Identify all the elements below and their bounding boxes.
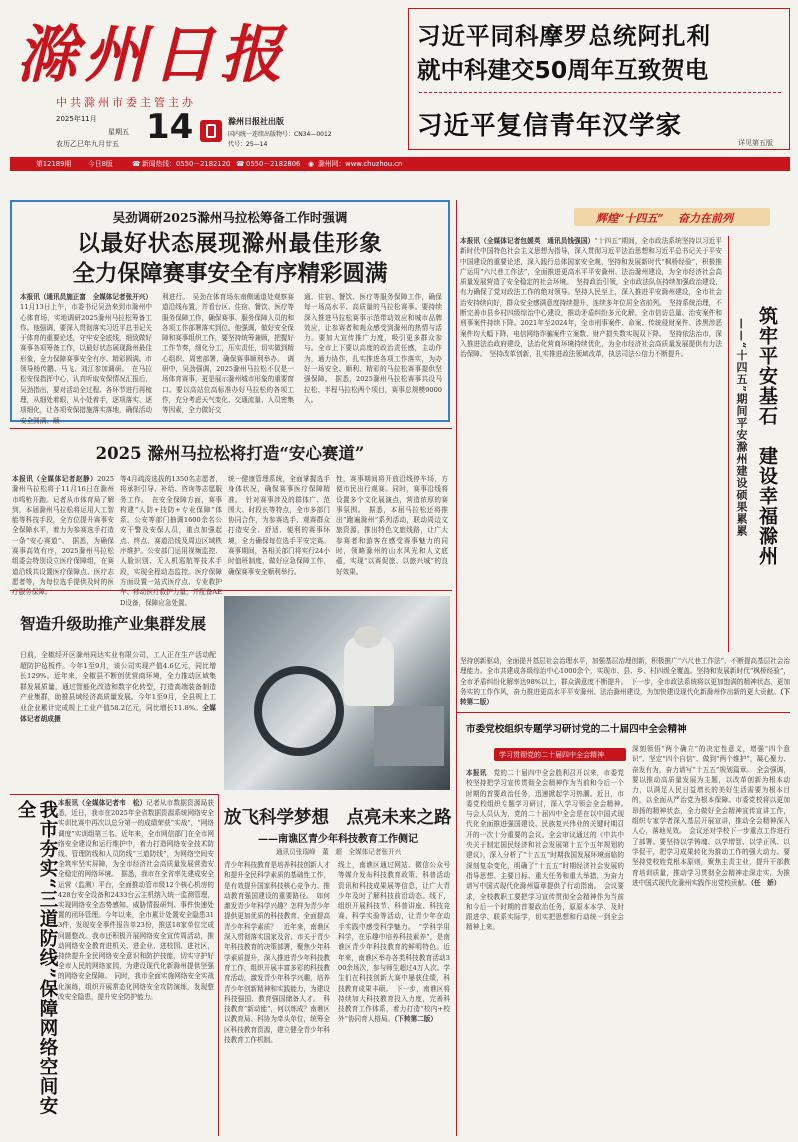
safe-chuzhou-body1	[460, 236, 722, 652]
masthead-subtitle: 中共滁州市委主管主办	[56, 96, 196, 109]
security-byline: 本报讯（全媒体记者韦 松）	[58, 799, 147, 807]
rule	[218, 794, 219, 1136]
safe-chuzhou-vsubtitle: ——“十四五”期间平安滁州建设硕果累累	[735, 318, 748, 537]
industry-headline: 智造升级助推产业集群发展	[20, 614, 207, 633]
lead-story-box	[10, 200, 450, 425]
date-day: 14	[146, 107, 194, 147]
masthead-title: 滁州日报	[16, 18, 289, 91]
headline-azali-line1: 习近平同科摩罗总统阿扎利	[417, 22, 711, 50]
phone-icon: ☎	[236, 160, 245, 168]
publisher-logo-icon	[200, 120, 222, 142]
security-text-2: 今年以来，全市累计处置安全隐患313件，发现安全事件报告单23份，推送18家单位完成问题整改。我市还积极开展网络安全宣传周活动，推动网络安全教育进机关、进企业、进校园、进社区，持续提升全民网络安全意识和防护技能，切实守护好全市人民的网络家园，为建设现代化新滁州提供坚强的网络安全保障。 同时，我市全面实施网络安全实战化演练，组织开展常态化网络安全攻防演练，发现整改安全隐患，提升安全防护能力。	[58, 911, 215, 1001]
rule	[456, 712, 790, 713]
brand-text-2: 奋力在前列	[678, 212, 733, 225]
headline-sinologists: 习近平复信青年汉学家	[417, 111, 683, 141]
lead-body-col2: 利进行。 吴劲在体育场东南侧通道处观察赛道沿线布置，并看台区、住宿、餐饮、医疗等服务保障工作，确保赛事、服务保障人员的和各项工作部署落实到位。他强调，做好安全保障和赛事组织工作，要坚持统筹兼顾，把握好工作节奏，细化分工，压实责任，切实做到精心组织、周密部署，确保赛事顺利举办。 调研中，吴劲强调，2025滁州马拉松不仅是一场体育赛事，更是展示滁州城市形象的重要窗口。要以高站位高标准办好马拉松的各项工作，充分考虑天气变化、交通流量、人员密集等因素，全力做好交	[162, 293, 294, 415]
industry-body	[20, 650, 216, 750]
science-col1: 青少年科技教育是培养科技创新人才和提升全民科学素质的基础性工作，是有效提升国家科技核心竞争力、推动教育强国建设的重要路径。 如何激发青少年科学兴趣？怎样为青少年提供更加优质的科技教育、全面提高青少年科学素质？ 近年来，南谯区深入贯彻落实国家及省、市关于青少年科技教育的决策部署，聚焦少年科学素质提升，深入推进青少年科技教育工作，组织开展丰富多彩的科技教育活动，激发青少年科学兴趣，培养青少年创新精神和实践能力，为建设科技强国、教育强国储备人才。 科技教育“新动能”，何以炼成？南谯区以教育局、科协为牵头单位，统筹全区科技教育资源，建立健全青少年科技教育工作机制。	[224, 861, 330, 1045]
safe-chuzhou-text-2: 坚持创新驱动，全面提升基层社会治理水平，加强基层治理创新，积极推广“六尺巷工作法”，不断提高基层社会治理能力。全市共建成各级综治中心1000余个，实现市、县、乡、村四级全覆盖。坚持和发展新时代“枫桥经验”，全市矛盾纠纷化解率达98%以上，群众满意度不断提升。 下一步，全市政法系统将以更加饱满的精神状态、更加务实的工作作风，奋力推进更高水平平安滁州、法治滁州建设，为加快建设现代化新滁州作出新的更大贡献。	[460, 657, 790, 696]
news-hotline: 新闻热线：0550－2182120	[142, 160, 231, 168]
publisher-info	[228, 116, 408, 148]
rule	[456, 200, 457, 1136]
science-continue[interactable]: （下转第二版）	[394, 1015, 437, 1024]
safe-track-col1	[12, 474, 114, 597]
security-vtitle-3: 保障网络空间安全	[15, 800, 58, 1116]
lead-body-col3: 通、住宿、餐饮、医疗等服务保障工作，确保每一场高水平、高质量的马拉松赛事。要持续深入推进马拉松赛事示范带动效应和城市品牌效应，让参赛者和观众感受到滁州的热情与活力。要加大宣传推广力度，吸引更多群众参与。全市上下要以高度的政治责任感，主动作为，通力协作，扎实推进各项工作落实，为办好一场安全、顺利、精彩的马拉松赛事提供坚强保障。 据悉，2025滁州马拉松赛事共设马拉松、半程马拉松两个项目，赛事总规模9000人。	[304, 293, 442, 404]
date-year: 2025年11月	[56, 115, 97, 123]
top-right-box	[408, 8, 790, 150]
science-text-2: 线上，南谯区通过网站、微信公众号等媒介发布科技教育政策、科普活动资讯和科技成果展等信息，让广大青少年及时了解科技前沿动态。线下，组织开展科技节、科普讲座、科技竞赛、科学实验等活动，让青少年在动手实践中感受科学魅力。 “学科学用科学，在乐趣中培养科技素养”，是南谯区青少年科技教育的鲜明特色。近年来，南谯区举办各类科技教育活动300余场次，参与师生超过4万人次。学生们在科技创新大赛中屡获佳绩，科技教育成果丰硕。 下一步，南谯区将持续加大科技教育投入力度，完善科技教育工作体系，着力打造“校内+校外”协同育人格局。	[338, 861, 450, 1024]
date-weekday: 星期五	[108, 128, 129, 136]
phone-icon: ☎	[132, 160, 141, 168]
cn-code: 国内统一连续出版物号：CN34—0012	[228, 131, 332, 138]
security-text: 记者从市数据资源局获悉，近日，我市在2025年全省数据资源系统网络安全实训比赛中再次以总分第一的成绩荣获“实战”，“网络调度”实训组第三名。近年来，全市网信部门在全市网络安全建设和运行维护中，着力打造网络安全技术防线、管理防线和人员防线“三道防线”，为网络空间安全筑牢坚实屏障，为全市经济社会高质量发展营造安全稳定的网络环境。 据悉，我市在全省率先建成安全运营（监测）平台，全面推动管市级12个核心机房的428台安全设备和2433台云主机纳入统一监测管理，实现网络安全态势感知、威胁情报研判、事件快速处置的闭环管理。	[58, 799, 215, 920]
party-school-text: 党的二十届四中全会胜利召开以来，市委党校坚持把学习宣传贯彻全会精神作为当前和今后一个时期的首要政治任务，迅速掀起学习热潮。近日，市委党校组织专题学习研讨，深入学习领会全会精神。 与会人员认为，党的二十届四中全会是在以中国式现代化全面推进强国建设、民族复兴伟业的关键时期召开的一次十分重要的会议。全会审议通过的《中共中央关于制定国民经济和社会发展第十五个五年规划的建议》，深入分析了“十五五”时期我国发展环境面临的深刻复杂变化，明确了“十五五”时期经济社会发展的指导思想、主要目标、重大任务和重大举措，为奋力谱写中国式现代化滁州篇章提供了行动指南。 会议要求，全校教职工要把学习宣传贯彻全会精神作为当前和今后一个时期的首要政治任务，原原本本学、及时跟进学、联系实际学，切实把思想和行动统一到全会精神上来。	[466, 769, 631, 932]
publisher: 滁州日报社出版	[228, 117, 284, 126]
photo-credit: 全媒体记者胡成摄	[20, 703, 216, 723]
globe-icon: ◉	[308, 160, 314, 168]
lead-kicker: 吴劲调研2025滁州马拉松筹备工作时强调	[112, 210, 348, 225]
postal-code: 代号：25—14	[228, 141, 268, 148]
safe-track-col2: 等4月疏浚选拔的1350名志愿者，将承担引导、补给、咨询等志愿服务工作。 在安全保障方面，赛事构建“人防+技防+专业保障”体系。公安等部门抽调1600余名公安干警及安保人员，重点加强起点、终点、赛道沿线及周边区域秩序维护。公安部门运用视频监控、人脸识别、无人机巡航等技术手段，实现全程动态监控。医疗保障方面设置一站式医疗点、专业救护车、移动医疗救护力量，并配备AED设备，保障应急处置。	[120, 475, 222, 607]
security-vtitle-1: 我市夯实	[37, 800, 58, 878]
info-bar	[10, 157, 790, 171]
safe-track-col4: 性，赛事期间将开放沿线停车场，方便市民出行观赛。同时，赛事沿线将设置多个文化展演点，营造浓厚的赛事氛围。 据悉，本届马拉松还将推出“跑遍滁州”系列活动，联动周边文旅资源，推出特色文旅线路，让广大参赛者和游客在感受赛事魅力的同时，领略滁州的山水风光和人文底蕴，实现“以赛促旅、以旅兴城”的良好效果。	[336, 475, 448, 576]
lead-body-text: 11月13日上午，市委书记吴劲来到市滁州中心体育场，实地调研2025滁州马拉松筹备工作。他强调，要深入贯彻落实习近平总书记关于体育的重要论述，守牢安全底线，细致做好赛事各项筹备工作，以最好状态展现滁州最佳形象，全力保障赛事安全有序、精彩圆满。市领导杨传鹏、马飞、刘江参加调研。 在马拉松安保指挥中心，认真听取安保情况汇报后，吴劲指出，要对活动全过程、各环节进行再梳理，从细处着眼，从小处着手，逐项落实、逐项细化，让各项安保措施落实落地，确保活动安全圆满、顺	[20, 303, 152, 425]
ad-hotline: 0550－2182806	[246, 160, 301, 168]
party-school-text-2: 深刻领悟“两个确立”的决定性意义，增强“四个意识”、坚定“四个自信”、做到“两个维护”，凝心聚力、奋发有为，奋力谱写“十五五”规划篇章。 全会强调，要以推动高质量发展为主题，以改革创新为根本动力，以满足人民日益增长的美好生活需要为根本目的，以全面从严治党为根本保障。市委党校将以更加昂扬的精神状态，全力做好全会精神宣传宣讲工作，组织专家学者深入基层开展宣讲，推动全会精神深入人心，落地见效。 会议还对学校下一步重点工作进行了部署。要坚持以学铸魂、以学增智、以学正风、以学促干，把学习成果转化为推动工作的强大动力。要坚持党校姓党根本原则，聚焦主责主业，提升干部教育培训质量，推动学习贯彻全会精神走深走实，为推进中国式现代化滁州实践作出党校贡献。	[632, 745, 790, 887]
rule	[10, 428, 452, 429]
science-col2	[338, 860, 450, 1136]
date-lunar: 农历乙巳年九月廿五	[56, 140, 119, 148]
safe-track-headline: 2025 滁州马拉松将打造“安心赛道”	[95, 444, 365, 463]
safe-chuzhou-body2	[460, 656, 790, 708]
security-body	[58, 798, 214, 1136]
lead-body-col1	[20, 292, 152, 425]
brand-text: 辉煌“十四五”	[596, 212, 664, 225]
safe-chuzhou-byline: 本报讯（全媒体记者包媛英 通讯员钱强国）	[460, 237, 595, 245]
security-vtitle-2: “三道防线”	[37, 878, 58, 980]
lead-headline-line2: 全力保障赛事安全有序精彩圆满	[72, 261, 388, 287]
see-page-five[interactable]: 详见第五版	[738, 139, 773, 147]
security-vertical-headline	[14, 800, 58, 1130]
safe-track-byline: 本报讯（全媒体记者赵静）	[12, 475, 98, 483]
rule	[10, 590, 452, 591]
science-headline: 放飞科学梦想 点亮未来之路	[224, 808, 452, 828]
science-subtitle: ——南谯区青少年科技教育工作侧记	[258, 834, 418, 845]
divider	[419, 92, 781, 93]
website[interactable]: 滁州网：www.chuzhou.cn	[318, 160, 403, 168]
party-school-sign: （任 娇）	[750, 878, 781, 887]
safe-chuzhou-text: “十四五”期间，全市政法系统坚持以习近平新时代中国特色社会主义思想为指导，深入贯彻习近平法治思想和习近平总书记关于平安中国建设的重要论述，深入践行总体国家安全观，坚持和发展新时代“枫桥经验”，积极推广运用“六尺巷工作法”，全面推进更高水平平安滁州、法治滁州建设，为全市经济社会高质量发展营造了安全稳定的社会环境。 坚持政治引领，全市政法队伍持续加强政治建设，有力确保了党对政法工作的绝对领导。坚持人民至上，深入推进平安滁州建设，全市社会治安持续向好，群众安全感满意度持续提升，连续多年位居全省前列。 坚持系统治理，不断完善市县乡村四级综治中心建设，推动矛盾纠纷多元化解，全市信访总量、治安案件和刑事案件持续下降。2021年至2024年，全市刑事案件、命案、传统侵财案件、涉黑涉恶案件均大幅下降，电信网络诈骗案件立案数、财产损失数实现双下降。 坚持依法治市，深入推进法治政府建设，法治化营商环境持续优化，为全市经济社会高质量发展提供有力法治保障。 坚持改革创新，扎实推进政法领域改革，执法司法公信力不断提升。	[460, 237, 722, 359]
pages-today: 今日8版	[88, 160, 113, 168]
party-school-col1	[466, 768, 631, 1136]
rule	[10, 794, 218, 795]
lead-byline: 本报讯（通讯员施正富 全媒体记者张开兴）	[20, 293, 152, 301]
science-byline: 通讯员张瑞峰 董 超 全媒体记者张开兴	[276, 848, 402, 856]
safe-track-col3: 统一健康管理系统，全面掌握选手身体状况，确保赛事医疗保障精准。 针对赛事涉及的群体广、范围大、时段长等特点，全市多部门协同合作，为参赛选手、观赛群众打造安全、舒适、便利的赛事环境，全力确保每位选手平安完赛。赛事期间，各相关部门将实行24小时值班制度，做好应急保障工作，确保赛事安全顺利举行。	[228, 475, 330, 576]
study-label-text: 学习贯彻党的二十届四中全会精神	[499, 751, 604, 759]
factory-worker-photo	[224, 596, 450, 790]
issue-number: 第12189期	[36, 160, 72, 168]
rule	[728, 236, 729, 652]
safe-chuzhou-continue[interactable]: （下转第二版）	[460, 687, 791, 707]
industry-text: 日前，全椒经开区滁州同达实业有限公司，工人正在生产活动配超防护毡板件。今年1至9月，该公司实现产值4.6亿元，同比增长129%。近年来，全椒县不断创优营商环境，全力推动区域集群发展质量，通过智能化改造和数字化转型，打造高端装备制造产业集群，助推县域经济高质量发展。今年1至9月，全县规上工业企业累计完成规上工业产值58.2亿元，同比增长11.8%。	[20, 651, 216, 712]
masthead	[10, 6, 400, 156]
study-label	[494, 748, 626, 761]
lead-headline-line1: 以最好状态展现滁州最佳形象	[77, 231, 383, 257]
party-school-headline: 市委党校组织专题学习研讨党的二十届四中全会精神	[466, 724, 687, 735]
brand-banner	[574, 208, 770, 226]
headline-azali-line2: 就中科建交50周年互致贺电	[417, 56, 709, 84]
party-school-byline: 本报讯	[466, 769, 487, 777]
party-school-col2	[632, 744, 790, 1136]
safe-track-text: 2025滁州马拉松将于11月16日在滁州市鸣枪开跑。记者从市体育局了解到，本届滁州马拉松将运用人工智能等科技手段，全方位提升赛事安全保障水平，着力为参赛选手打造一条“安心赛道”。 据悉，为确保赛事高效有序，2025滁州马拉松组委会特别设立医疗保障组，在赛道沿线共设置医疗保障点、医疗志愿者等，为每位选手提供及时的医疗服务保障。	[12, 475, 114, 597]
safe-chuzhou-vtitle: 筑牢平安基石 建设幸福滁州	[756, 306, 778, 566]
